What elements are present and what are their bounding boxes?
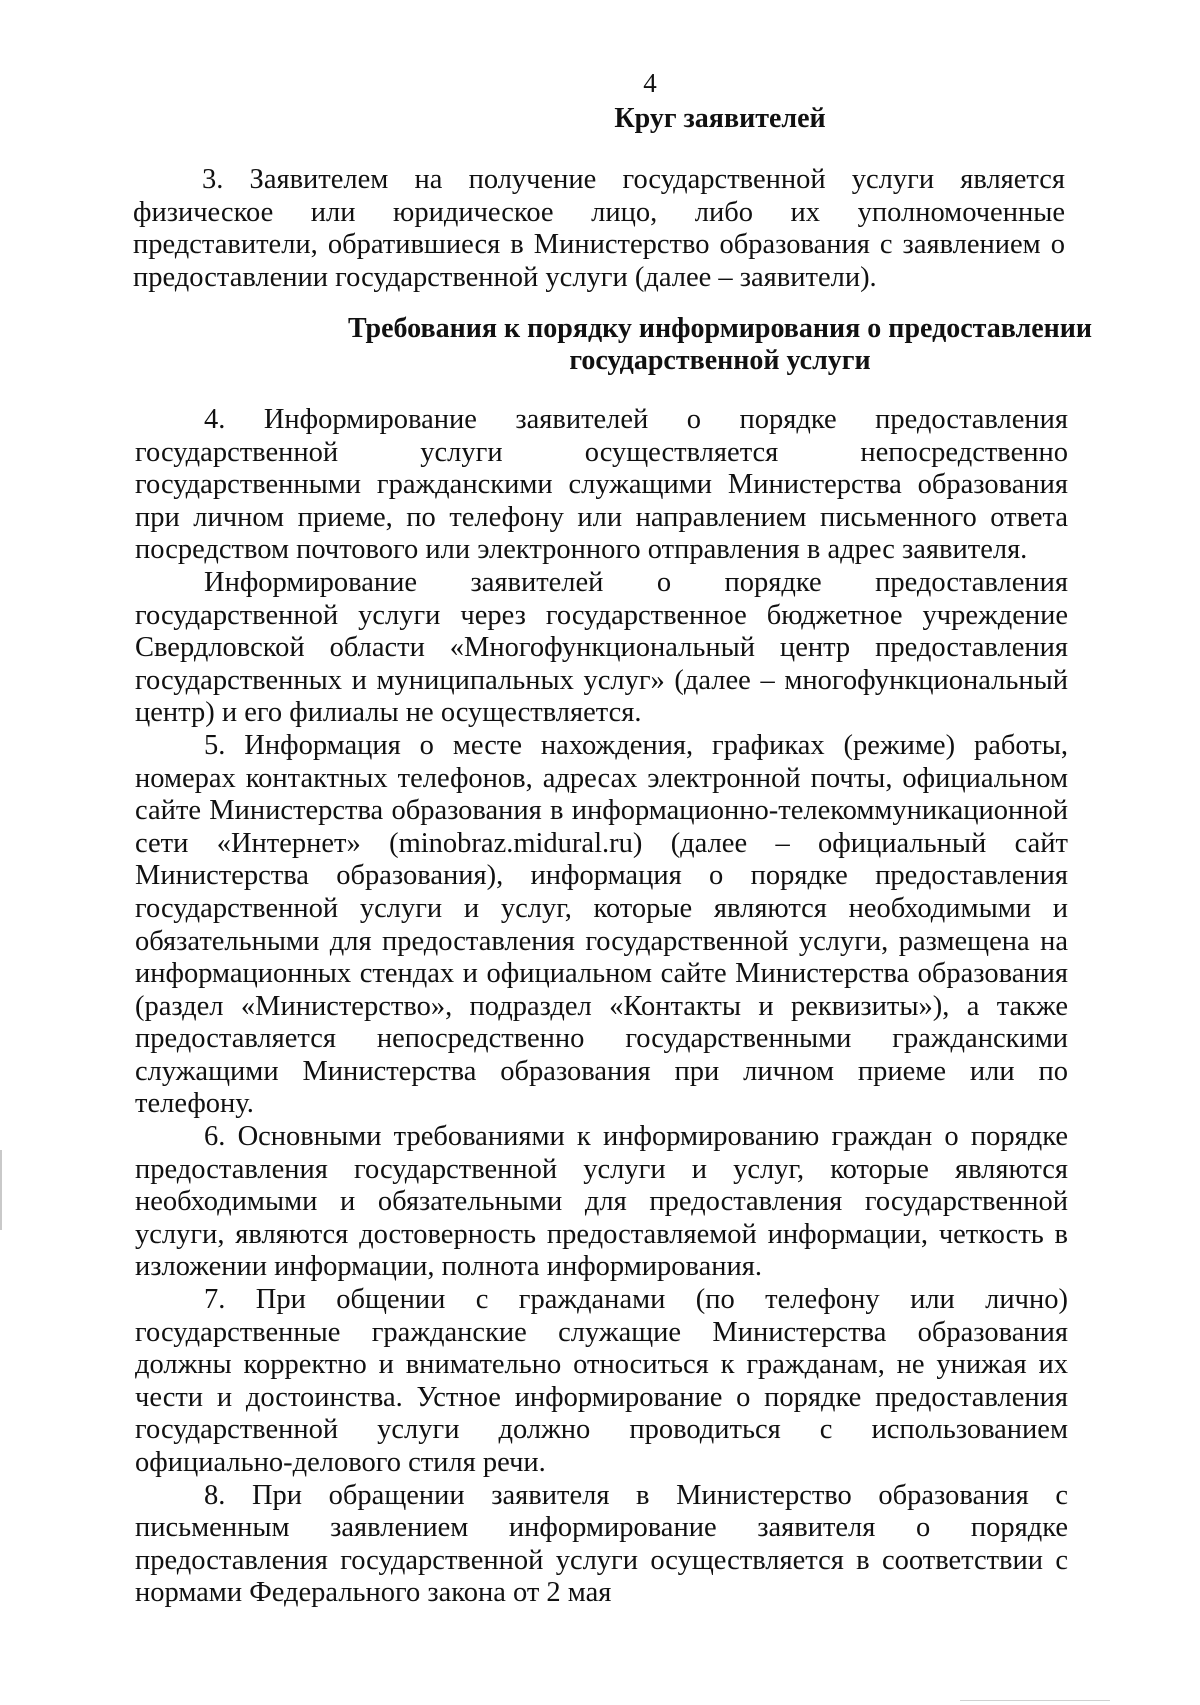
paragraph-7: 7. При общении с гражданами (по телефону или лично) государственные гражданские служащие Министерства образования должны корректно и внимательно относиться к гражданам, не унижая их чести и достоинства. Устное информирование о порядке предоставления государственной услуги должно проводиться с использованием официально-делового стиля речи.: [135, 1284, 1068, 1478]
section-informing-body: [135, 404, 1068, 1610]
paragraph-3: 3. Заявителем на получение государственной услуги является физическое или юридическое лицо, либо их уполномоченные представители, обратившиеся в Министерство образования с заявлением о предоставлении государственной услуги (далее – заявители).: [133, 164, 1065, 293]
paragraph-6: 6. Основными требованиями к информированию граждан о порядке предоставления государственной услуги и услуг, которые являются необходимыми и обязательными для предоставления государственной услуги, являются достоверность предоставляемой информации, четкость в изложении информации, полнота информирования.: [135, 1121, 1068, 1283]
page-number: 4: [643, 68, 657, 98]
section-heading-informing-line1: Требования к порядку информирования о предоставлении: [347, 313, 1093, 344]
paragraph-4-continued: Информирование заявителей о порядке предоставления государственной услуги через государственное бюджетное учреждение Свердловской области «Многофункциональный центр предоставления государственных и муниципальных услуг» (далее – многофункциональный центр) и его филиалы не осуществляется.: [135, 566, 1068, 729]
paragraph-8: 8. При обращении заявителя в Министерство образования с письменным заявлением информирование заявителя о порядке предоставления государственной услуги осуществляется в соответствии с нормами Федерального закона от 2 мая: [135, 1479, 1068, 1609]
paragraph-5: 5. Информация о месте нахождения, графиках (режиме) работы, номерах контактных телефонов, адресах электронной почты, официальном сайте Министерства образования в информационно-телекоммуникационной сети «Интернет» (minobraz.midural.ru) (далее – официальный сайт Министерства образования), информация о порядке предоставления государственной услуги и услуг, которые являются необходимыми и обязательными для предоставления государственной услуги, размещена на информационных стендах и официальном сайте Министерства образования (раздел «Министерство», подраздел «Контакты и реквизиты»), а также предоставляется непосредственно государственными гражданскими служащими Министерства образования при личном приеме или по телефону.: [135, 729, 1068, 1120]
section-heading-informing-line2: государственной услуги: [569, 345, 871, 376]
section-heading-informing: [140, 313, 1200, 377]
section-heading-applicants: [140, 103, 1200, 135]
scan-margin-mark: [0, 1150, 2, 1230]
paragraph-4: 4. Информирование заявителей о порядке предоставления государственной услуги осуществляется непосредственно государственными гражданскими служащими Министерства образования при личном приеме, по телефону или направлением письменного ответа посредством почтового или электронного отправления в адрес заявителя.: [135, 404, 1068, 566]
section-applicants-body: [133, 164, 1065, 294]
scan-bottom-rule: [960, 1700, 1110, 1701]
section-heading-applicants-text: Круг заявителей: [614, 103, 826, 134]
